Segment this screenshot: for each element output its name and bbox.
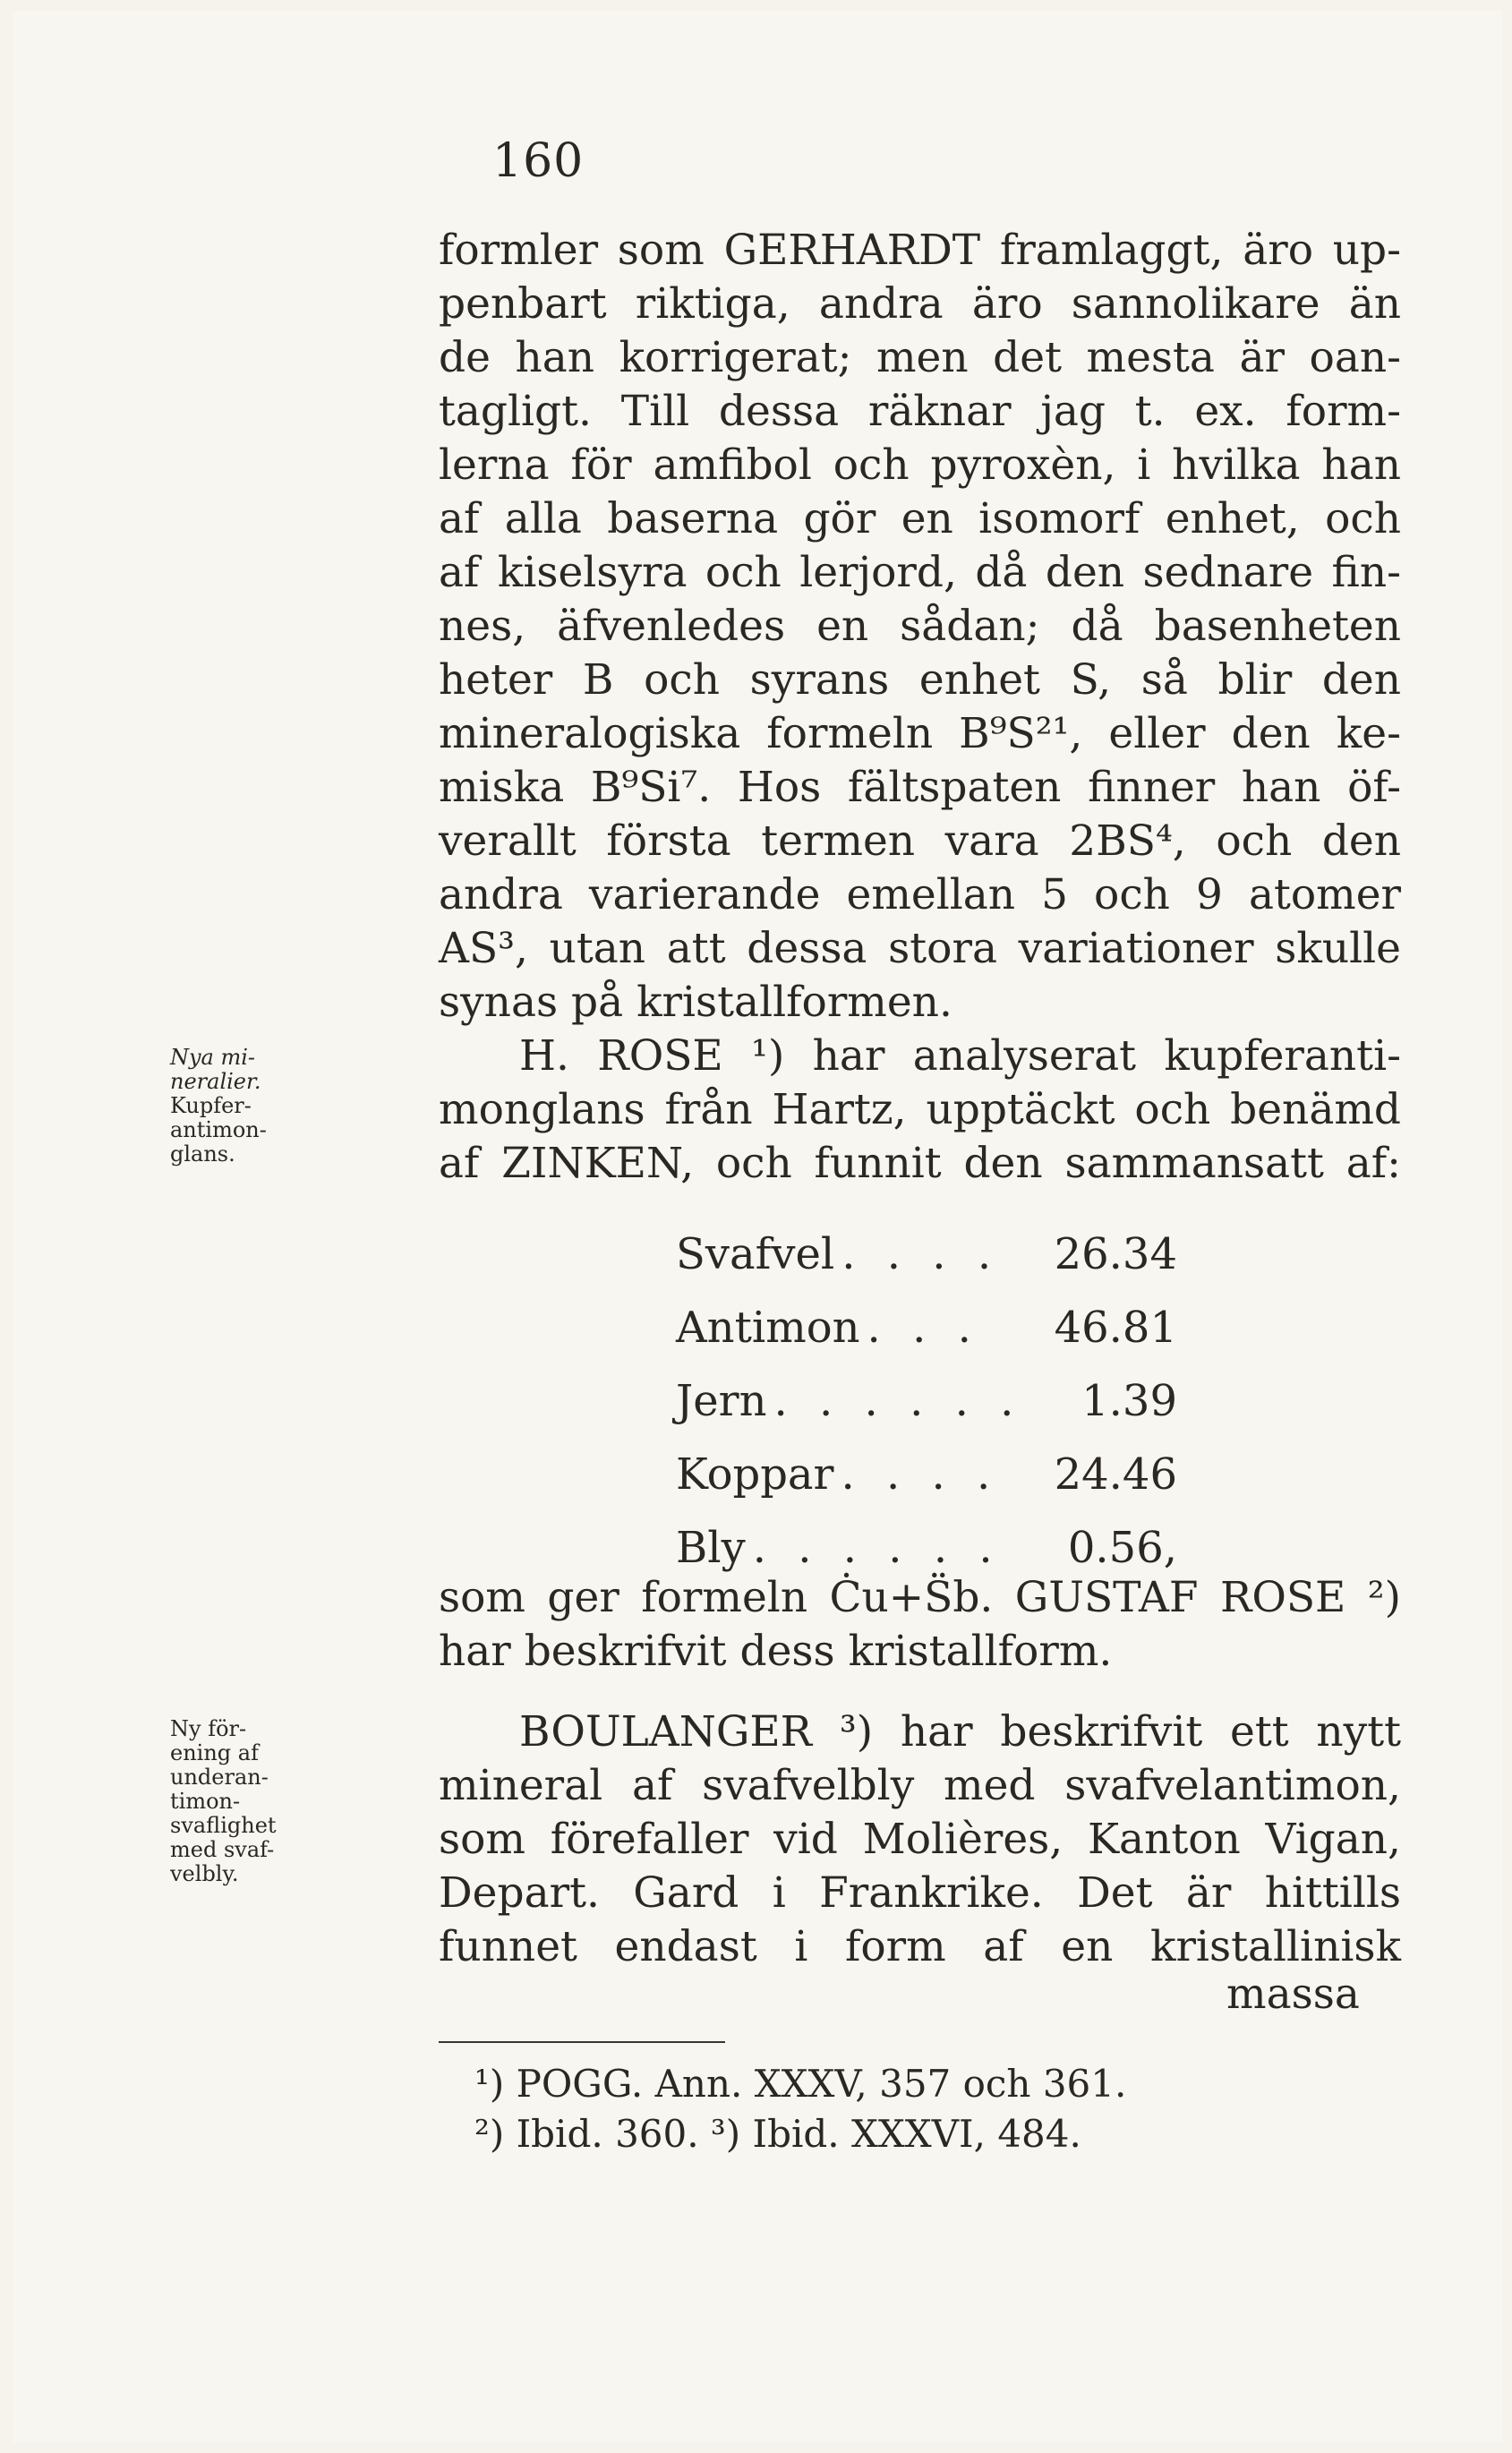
text-line: tagligt. Till dessa räknar jag t. ex. form- (439, 387, 1401, 436)
table-row (676, 1364, 1177, 1438)
table-row (676, 1218, 1177, 1291)
margin-note-line: svaflighet (170, 1813, 277, 1838)
leader-dots: . . . . (841, 1449, 1000, 1500)
text-line: miska B⁹Si⁷. Hos fältspaten finner han öf- (439, 763, 1401, 812)
text-line: de han korrigerat; men det mesta är oan- (439, 333, 1401, 382)
catchword: massa (1226, 1970, 1360, 2019)
margin-note-line: Kupfer- (170, 1093, 252, 1118)
text-line: H. ROSE ¹) har analyserat kupferanti- (519, 1031, 1401, 1081)
element-value: 24.46 (1054, 1449, 1177, 1500)
leader-dots: . . . . (841, 1229, 1001, 1279)
footnotes (474, 2059, 1126, 2159)
text-line: af kiselsyra och lerjord, då den sednare fin- (439, 548, 1401, 597)
text-line: penbart riktiga, andra äro sannolikare än (439, 279, 1401, 329)
paragraph-gerhardt (439, 224, 1401, 1191)
element-value: 46.81 (1054, 1303, 1177, 1353)
margin-note-line: timon- (170, 1789, 241, 1814)
margin-note-line: Ny för- (170, 1716, 247, 1741)
leader-dots: . . . . . . (773, 1376, 1023, 1426)
margin-note-line: med svaf- (170, 1837, 275, 1862)
page-number: 160 (492, 134, 585, 188)
text-line: Depart. Gard i Frankrike. Det är hittills (439, 1868, 1401, 1918)
element-name: Jern (676, 1376, 767, 1426)
text-line: synas på kristallformen. (439, 978, 952, 1027)
text-line: BOULANGER ³) har beskrifvit ett nytt (519, 1707, 1401, 1756)
element-name: Koppar (676, 1449, 834, 1500)
text-line: som ger formeln Ċu+S̈b. GUSTAF ROSE ²) (439, 1573, 1401, 1622)
text-line: monglans från Hartz, upptäckt och benämd (439, 1085, 1401, 1134)
table-row (676, 1438, 1177, 1511)
composition-table (676, 1218, 1177, 1585)
margin-note-line: antimon- (170, 1117, 267, 1142)
margin-note-line: Nya mi- (170, 1045, 256, 1070)
element-name: Antimon (676, 1303, 860, 1353)
margin-note-line: neralier. (170, 1069, 261, 1094)
footnote-divider (439, 2041, 725, 2043)
leader-dots: . . . (867, 1303, 980, 1353)
text-line: har beskrifvit dess kristallform. (439, 1627, 1113, 1676)
paragraph-formula (439, 1571, 1401, 1679)
text-line: funnet endast i form af en kristallinisk (439, 1922, 1401, 1971)
margin-note-line: velbly. (170, 1861, 239, 1886)
text-line: som förefaller vid Molières, Kanton Vigan, (439, 1815, 1401, 1864)
footnote: ²) Ibid. 360. ³) Ibid. XXXVI, 484. (474, 2112, 1081, 2156)
text-line: mineral af svafvelbly med svafvelantimon, (439, 1761, 1401, 1810)
margin-note-new-minerals (170, 1046, 313, 1167)
footnote: ¹) POGG. Ann. XXXV, 357 och 361. (474, 2062, 1127, 2106)
margin-note-new-compound (170, 1717, 313, 1886)
text-line: verallt första termen vara 2BS⁴, och den (439, 816, 1401, 866)
margin-note-line: ening af (170, 1740, 259, 1765)
text-line: AS³, utan att dessa stora variationer skulle (439, 924, 1401, 973)
leader-dots: . . . . . . (752, 1523, 1002, 1573)
text-line: mineralogiska formeln B⁹S²¹, eller den ke- (439, 709, 1401, 758)
margin-note-line: glans. (170, 1141, 235, 1167)
element-name: Bly (676, 1523, 746, 1573)
text-line: af ZINKEN, och funnit den sammansatt af: (439, 1139, 1401, 1188)
element-value: 26.34 (1054, 1229, 1177, 1279)
text-line: af alla baserna gör en isomorf enhet, och (439, 494, 1401, 543)
text-line: heter B och syrans enhet S, så blir den (439, 655, 1401, 705)
element-value: 1.39 (1081, 1376, 1177, 1426)
element-name: Svafvel (676, 1229, 835, 1279)
text-line: formler som GERHARDT framlaggt, äro up- (439, 226, 1401, 275)
paragraph-boulanger (439, 1705, 1401, 1974)
text-line: andra varierande emellan 5 och 9 atomer (439, 870, 1401, 919)
table-row (676, 1291, 1177, 1364)
margin-note-line: underan- (170, 1765, 269, 1790)
element-value: 0.56, (1067, 1523, 1177, 1573)
text-line: lerna för amfibol och pyroxèn, i hvilka han (439, 440, 1401, 490)
text-line: nes, äfvenledes en sådan; då basenheten (439, 602, 1401, 651)
